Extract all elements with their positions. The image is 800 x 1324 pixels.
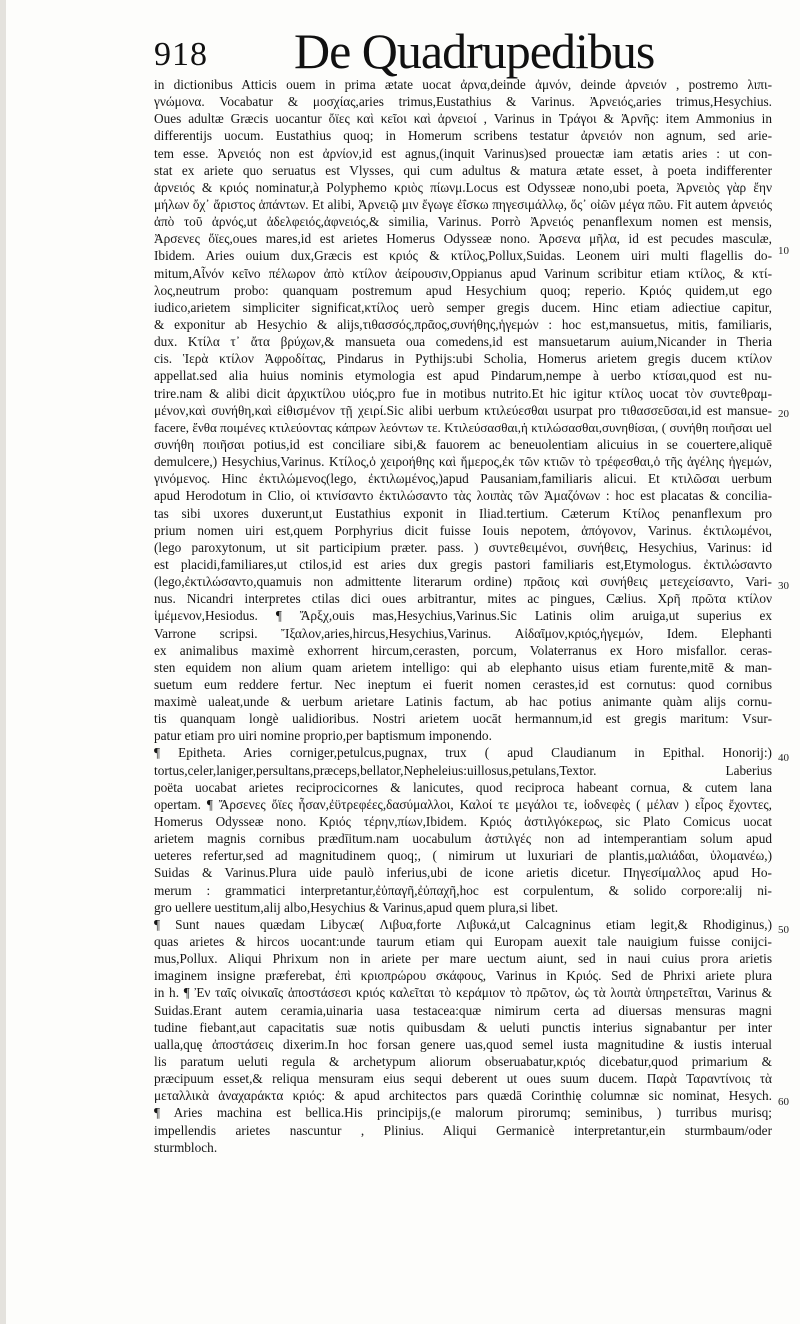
text-line: (lego,ἐκτιλώσαντο,quamuis non admittente literarum ordine) πρᾶοις καὶ συνήθεις μετεχείσαντο, Vari- [154,574,772,590]
text-line: iudico,arietem simpliciter significat,κτίλος uerò semper gregis ducem. Hinc etiam adiectiue capitur, [154,299,772,315]
text-line: gro uellere uestitum,alij albo,Hesychius & Varinus,apud quem plura,si libet. [154,899,559,915]
text-line: facere, ἔνθα ποιμένες κτιλεύοντας κάπρων λεόντων τε. Κτιλεύσασθαι,ἡ κτιλώσασθαι,συνηθίσαι, ( συνήθη ποιῆσαι uel [154,419,772,435]
text-line: in dictionibus Atticis ouem in prima ætate uocat ἀρνα,deinde ἀμνόν, deinde ἀρνειόν , postremo λιπι- [154,77,772,92]
text-line: ¶ Epitheta. Aries corniger,petulcus,pugnax, trux ( apud Claudianum in Epithal. Honorij:) [154,745,772,761]
text-line: appellat.sed alia huius nominis etymologia est apud Pindarum,nempe à uerbo κτίσαι,quod est nu- [154,368,772,384]
text-line: patur etiam pro uiri nomine proprio,per baptismum imponendo. [154,728,492,744]
running-title: De Quadrupedibus [294,23,655,79]
text-line: mus,Pollux. Aliqui Phrixum non in ariete per mare uectum aiunt, sed in naui cuius prora arietis [154,951,772,967]
text-line: ἀρνειός & κριός nominatur,à Polyphemo κριὸς πίωνμ.Locus est Odysseæ nono,ubi poeta, Ἀρνειὸς γὰρ ἔην [154,179,772,195]
text-line: impellendis arietes nascuntur , Plinius. Aliqui Germanicè interpretantur,ein sturmbaum/oder [154,1122,772,1138]
text-line: arietem magnis cornibus prædīitum.nam uocabulum ἀστιλγές non ad intemperantiam solum apud [154,831,772,847]
text-line: ueteres refertur,sed ad magnitudinem quoq;, ( nimirum ut luxuriari de plantis,μαλιάδαι, ὑλομανέω,) [154,848,772,864]
text-line: dux. Κτίλα τ᾽ ἄτα βρύχων,& mansueta oua comedens,id est mansuetarum auium,Nicander in Theria [154,334,772,350]
margin-line-number: 10 [778,245,789,257]
text-line: trire.nam & alibi dicit ἀρχικτίλου υἱός,pro fue in motibus nutrito.Et hic igitur κτίλος uocat τὸν συντεθραμ- [154,385,772,401]
text-line: tas sibi uxores duxerunt,ut Eustathius exponit in Iliad.tertium. Cæterum Κτίλος penanflexum pro [154,505,772,521]
page-number: 918 [154,36,208,73]
margin-line-number: 60 [778,1096,789,1108]
text-line: tem esse. Ἀρνειός non est ἀρνίον,id est agnus,(inquit Varinus)sed prouectæ iam ætatis aries : ut con- [154,145,772,161]
text-line: Varrone scripsi. Ἴξαλον,aries,hircus,Hesychius,Varinus. Αἰδαῖμον,κριός,ἡγεμών, Idem. Elephanti [154,625,772,641]
text-line: est placidi,familiares,ut ctilos,id est aries dux gregis pastori familiaris est,Etymologus. ἐκτιλώσαντο [154,556,772,572]
text-line: sturmbloch. [154,1139,218,1155]
text-line: merum : grammatici interpretantur,ἐὐπαγῆ,ἐὐπαχῆ,hoc est corpulentum, & solido corpore:alij ni- [154,882,772,898]
text-line: in h. ¶ Ἐν ταῖς οἰνικαῖς ἀποστάσεσι κριός καλεῖται τὸ κεράμιον τὸ πρῶτον, ὡς τὰ λοιπὰ ὑπηρετεῖται, Varinus & [154,985,772,1001]
text-line: sten equidem non alium quam arietem intelligo: qui ab elephanto uisus etiam furente,mitē & man- [154,659,772,675]
text-line: lis paratum ueluti regula & archetypum aliorum obseruabatur,κριός dicebatur,quod primarium & [154,1054,772,1070]
text-line: ἱμέμενον,Hesiodus. ¶ Ἄρξχ,ouis mas,Hesychius,Varinus.Sic Latinis olim aruiga,ut superius ex [154,608,772,624]
text-line: maximè ualeat,unde & uerbum arietare Latinis factum, ab hac potius animante quàm alijs cornu- [154,694,772,710]
text-line: differentijs uocum. Eustathius quoq; in Homerum scribens testatur ἀρνειόν non agnum, sed arie- [154,128,772,144]
text-line: λος,neutrum probo: quanquam postremum apud Hesychium quoq; reperio. Κριός quidem,ut ego [154,282,772,298]
text-line: demulcere,) Hesychius,Varinus. Κτίλος,ὁ χειροήθης καὶ ἥμερος,ἐκ τῶν κτιῶν τὸ τρέφεσθαι,ὁ τῆς ἀγέλης ἡγεμών, [154,454,772,470]
text-line: tortus,celer,laniger,persultans,præceps,bellator,Nepheleius:uillosus,petulans,Textor. Laberius [154,762,772,778]
text-line: opertam. ¶ Ἄρσενες ὄϊες ἦσαν,ἐϋτρεφέες,δασύμαλλοι, Καλοί τε μεγάλοι τε, ἰοδνεφὲς ( μέλαν ) εἶρος ἔχοντες, [154,796,772,812]
text-line: mitum,Αἶνόν κεῖνο πέλωρον ἀπὸ κτίλον ἀείρουσιν,Oppianus apud Varinum scribitur etiam κτίλος, & κτί- [154,265,772,281]
text-line: συνήθη ποιῆσαι potius,id est conciliare sibi,& fauorem ac beneuolentiam alicuius in se couertere,aliquē [154,436,772,452]
text-line: ualla,quę ἀποστάσεις dixerim.In hoc forsan genere uas,quod semel iusta magnitudine & iustis interual [154,1036,772,1052]
text-line: cis. Ἱερὰ κτίλον Ἀφροδίτας, Pindarus in Pythijs:ubi Scholia, Homerus arietem gregis ducem κτίλον [154,351,772,367]
text-line: μήλων ὄχ᾽ ἄριστος ἁπάντων. Et alibi, Ἀρνειῷ μιν ἔγωγε ἐΐσκω πηγεσιμάλλῳ, ὅς᾽ οἰῶν μέγα πῶυ. Fit autem ἀρνειός [154,196,772,212]
text-line: (lego paroxytonum, ut sit participium præter. pass. ) συντεθειμένοι, συνήθεις, Hesychius, Varinus: id [154,539,772,555]
text-line: suetum eum reddere fertur. Nec ineptum ei fuerit nomen cerastes,id est cornutus: quod cornibus [154,676,772,692]
margin-line-number: 20 [778,408,789,420]
text-line: Homerus Odysseæ nono. Κριός τέρην,πίων,Ibidem. Κριός ἀστιλγόκερως, sic Plato Comicus uocat [154,814,772,830]
text-line: & exponitur ab Hesychio & alijs,τιθασσός,πρᾶος,συνήθης,ἡγεμών : hoc est,mansuetus, mitis, familiaris, [154,316,772,332]
text-line: ¶ Aries machina est bellica.His principijs,(e malorum pirorumq; seminibus, ) turribus murisq; [154,1105,772,1121]
text-line: γινόμενος. Hinc ἐκτιλώμενος(lego, ἐκτιλωμένος,)apud Pausaniam,familiaris alicui. Et κτιλῶσαι uerbum [154,471,772,487]
text-line: γνώμονα. Vocabatur & μοσχίας,aries trimus,Eustathius & Varinus. Ἀρνειός,aries trimus,Hesychius. [154,94,772,110]
text-line: ex animalibus maximè exhorrent hircum,cerasten, porcum, Volaterranus ex Horo misfallor. ceras- [154,642,772,658]
text-line: quas arietes & hircos uocant:unde taurum etiam qui Europam auexit tale nauigium fuisse conijci- [154,934,772,950]
text-line: apud Herodotum in Clio, οἱ κτινίσαντο ἐκτιλώσαντο τὰς λοιπὰς τῶν Ἀμαζόνων : hoc est placatas & concilia- [154,488,772,504]
text-line: stat ex ariete quo seruatus est Vlysses, qui cum adultus & matura ætate esset, à poeta indifferenter [154,162,772,178]
text-line: poëta uocabat arietes reciprocicornes & lanicutes, quod reciproca habeant cornua, & cutem lana [154,779,772,795]
page-header [154,22,774,82]
text-line: nus. Nicandri interpretes ctilas dici oues arbitrantur, mites ac pingues, Cælius. Χρῆ πρῶτα κτίλον [154,591,772,607]
text-line: Suidas.Erant autem ceramia,uinaria uasa testacea:quæ nimirum certa ad diuersas mensuras magni [154,1002,772,1018]
margin-line-number: 40 [778,752,789,764]
text-line: imaginem insigne præferebat, ἐπὶ κριοπρώρου σκάφους, Varinus in Κριός. Sed de Phrixi ariete plura [154,968,772,984]
text-line: præcipuum esset,& reliqua mensuram eius sequi deberent ut oues suum ducem. Παρὰ Ταραντίνοις τὰ [154,1071,772,1087]
text-line: Ibidem. Aries ouium dux,Græcis est κριός & κτίλος,Pollux,Suidas. Leonem uiri multi flagellis do- [154,248,772,264]
text-line: μένον,καὶ συνήθη,καὶ εἰθισμένον τῇ χειρί.Sic alibi uerbum κτιλεύεσθαι usurpat pro τιθασσεῦσαι,id est mansue- [154,402,772,418]
text-line: prium nomen uiri est,quem Porphyrius dicit fuisse Iouis nepotem, ἀπόγονον, Varinus. ἐκτιλωμένοι, [154,522,772,538]
text-line: ¶ Sunt naues quædam Libycæ( Λιβυα,forte Λιβυκά,ut Calcagninus etiam legit,& Rhodiginus,) [154,916,772,932]
margin-line-number: 30 [778,580,789,592]
margin-line-number: 50 [778,924,789,936]
text-line: Ἀρσενες ὄϊες,oues mares,id est arietes Homerus Odysseæ nono. Ἀρσενα μῆλα, id est pecudes masculæ, [154,231,772,247]
text-line: ἀπὸ τοῦ ἀρνός,ut ἀδελφειός,ἀφνειός,& similia, Varinus. Porrò Ἀρνειός penanflexum nomen est mensis, [154,214,772,230]
body-text [154,76,772,1156]
text-line: tudine fiebant,aut capacitatis suæ notis quibusdam & ueluti punctis interius signabantur per inter [154,1019,772,1035]
text-line: tis quanquam longè ualidioribus. Nostri arietem uocāt hermannum,id est gregis maritum: Vsur- [154,711,772,727]
text-line: Oues adultæ Græcis uocantur ὄϊες καὶ κεῖοι καὶ ἀρνειοί , Varinus in Τράγοι & Ἀρνῆς: item Ammonius in [154,111,772,127]
text-line: Suidas & Varinus.Plura uide paulò inferius,ubi de icone arietis dicetur. Πηγεσίμαλλος apud Ho- [154,865,772,881]
text-line: μεταλλικὰ ἀναχαράκτα κριός: & apud architectos pars quædā Corinthię columnæ sic nominat, Hesych. [154,1088,772,1104]
